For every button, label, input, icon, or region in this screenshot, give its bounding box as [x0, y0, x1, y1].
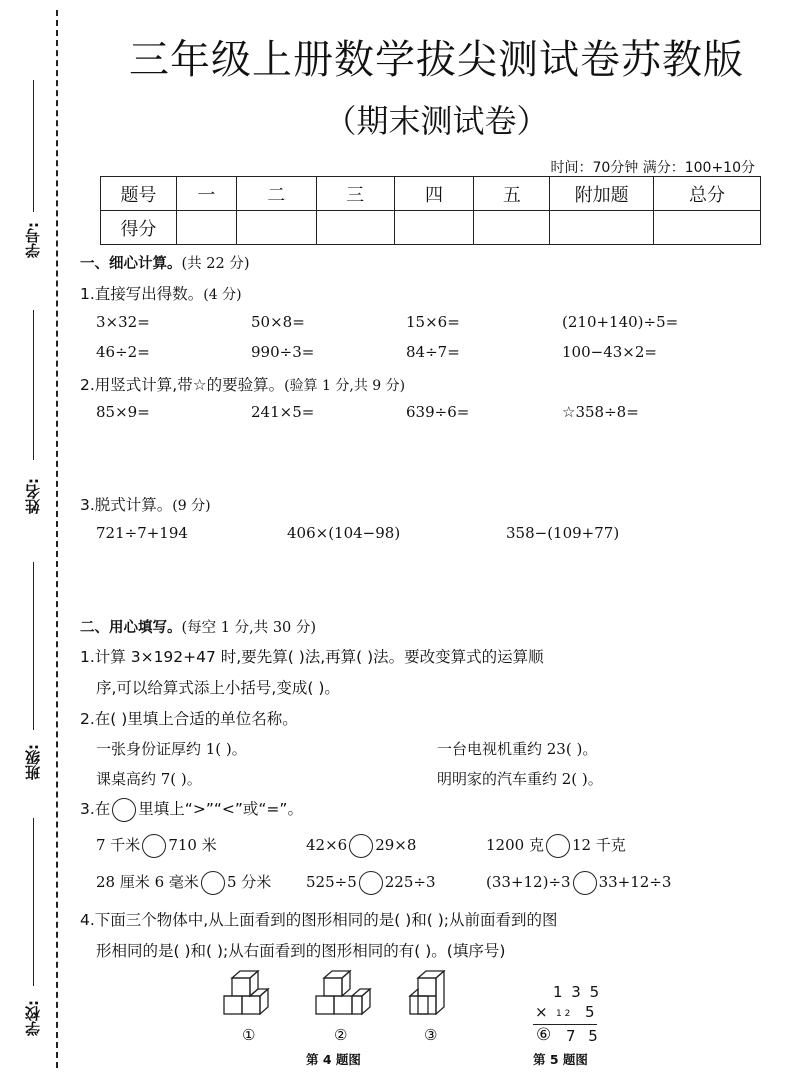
score-cell[interactable]: [550, 211, 654, 245]
fig5-operator: ×: [535, 1003, 548, 1021]
class-label: 班级:: [24, 744, 42, 780]
s2-q4-line1: 4.下面三个物体中,从上面看到的图形相同的是( )和( );从前面看到的图: [80, 911, 558, 929]
student-id-label: 学号:: [24, 222, 42, 258]
score-header-cell: 附加题: [550, 177, 654, 211]
s2-q3-label: [80, 797, 303, 822]
fig5-circled-digit: ⑥: [536, 1025, 552, 1045]
s1-q1-label-text: 1.直接写出得数。: [80, 285, 204, 303]
class-field[interactable]: [22, 562, 46, 780]
s2-q2-line: 2.在( )里填上合适的单位名称。: [80, 710, 298, 728]
s1-q1-item: 990÷3=: [251, 343, 315, 361]
section2-heading: [80, 616, 316, 637]
time-info: 时间：70分钟 满分：100+10分: [550, 160, 755, 176]
score-cell[interactable]: [474, 211, 550, 245]
score-cell[interactable]: [316, 211, 394, 245]
compare-right: 710 米: [168, 836, 217, 854]
score-table-score-row: [101, 211, 761, 245]
school-line: [33, 818, 34, 986]
s1-q2-item: 85×9=: [96, 403, 150, 421]
compare-item: [96, 871, 271, 895]
compare-blank[interactable]: [573, 871, 597, 895]
fig5-caption: 第 5 题图: [533, 1052, 588, 1067]
compare-right: 33+12÷3: [598, 873, 672, 891]
s1-q1-item: 50×8=: [251, 313, 305, 331]
score-cell[interactable]: [176, 211, 236, 245]
fig4-caption: 第 4 题图: [306, 1052, 361, 1067]
s1-q2-label: [80, 373, 405, 395]
compare-item: [306, 834, 416, 858]
fig4-label: ③: [424, 1026, 438, 1044]
fig5-bottom-digit: 5: [585, 1003, 595, 1021]
score-header-cell: 题号: [101, 177, 177, 211]
s1-q3-label: [80, 493, 211, 515]
fig5-carry: 1 2: [556, 1009, 571, 1019]
score-header-cell: 总分: [654, 177, 761, 211]
score-cell[interactable]: [236, 211, 316, 245]
section2-heading-note: (每空 1 分,共 30 分): [181, 620, 317, 636]
s2-q3-label-post: 里填上“>”“<”或“=”。: [138, 800, 303, 818]
score-header-cell: 一: [176, 177, 236, 211]
compare-right: 29×8: [375, 836, 417, 854]
score-table: [100, 176, 761, 245]
s2-q1-line2: 序,可以给算式添上小括号,变成( )。: [96, 679, 340, 697]
compare-left: 28 厘米 6 毫米: [96, 873, 199, 891]
section1-heading: [80, 252, 249, 273]
s1-q2-item: 639÷6=: [406, 403, 470, 421]
fig4-label: ①: [242, 1026, 256, 1044]
score-header-cell: 三: [316, 177, 394, 211]
compare-blank[interactable]: [349, 834, 373, 858]
compare-item: [486, 871, 671, 895]
score-row-label: 得分: [101, 211, 177, 245]
score-header-cell: 四: [394, 177, 474, 211]
compare-blank[interactable]: [359, 871, 383, 895]
school-field[interactable]: [22, 818, 46, 1036]
s1-q1-item: 15×6=: [406, 313, 460, 331]
section2-heading-text: 二、用心填写。: [80, 620, 182, 636]
fig5-top-number: 1 3 5: [553, 983, 602, 1001]
compare-right: 12 千克: [571, 836, 626, 854]
s2-q4-line2: 形相同的是( )和( );从右面看到的图形相同的有( )。(填序号): [96, 942, 506, 960]
section1-heading-note: (共 22 分): [181, 256, 250, 272]
score-cell[interactable]: [394, 211, 474, 245]
score-cell[interactable]: [654, 211, 761, 245]
s1-q3-item: 358−(109+77): [506, 524, 620, 542]
s1-q1-item: 3×32=: [96, 313, 150, 331]
compare-right: 225÷3: [384, 873, 436, 891]
s1-q1-label: [80, 282, 242, 304]
page-subtitle: （期末测试卷）: [324, 102, 549, 140]
page-title: 三年级上册数学拔尖测试卷苏教版: [129, 37, 744, 83]
cube-object-2-icon: [314, 968, 374, 1020]
cube-object-1-icon: [222, 968, 282, 1020]
s1-q3-label-text: 3.脱式计算。: [80, 496, 173, 514]
s1-q2-item: 241×5=: [251, 403, 315, 421]
compare-left: 7 千米: [96, 836, 141, 854]
s1-q1-item: 84÷7=: [406, 343, 460, 361]
name-field[interactable]: [22, 310, 46, 514]
s1-q3-item: 406×(104−98): [287, 524, 401, 542]
fig5-result-rest: 7 5: [566, 1027, 602, 1045]
name-label: 姓名:: [24, 478, 42, 514]
compare-item: [306, 871, 436, 895]
s1-q2-item: ☆358÷8=: [562, 403, 639, 421]
binding-dash-line: [56, 10, 58, 1068]
compare-right: 5 分米: [226, 873, 272, 891]
compare-circle-icon: [112, 798, 136, 822]
section1-heading-text: 一、细心计算。: [80, 256, 182, 272]
compare-left: 525÷5: [306, 873, 357, 891]
s2-q2-item: 一张身份证厚约 1( )。: [96, 740, 247, 758]
score-header-cell: 二: [236, 177, 316, 211]
school-label: 学校:: [24, 1000, 42, 1036]
s2-q3-label-pre: 3.在: [80, 800, 111, 818]
compare-blank[interactable]: [142, 834, 166, 858]
fig4-label: ②: [334, 1026, 348, 1044]
compare-left: 1200 克: [486, 836, 544, 854]
s1-q1-item: 46÷2=: [96, 343, 150, 361]
cube-object-3-icon: [404, 968, 464, 1020]
score-header-cell: 五: [474, 177, 550, 211]
s2-q2-item: 课桌高约 7( )。: [96, 770, 202, 788]
student-id-line: [33, 80, 34, 212]
student-id-field[interactable]: [22, 80, 46, 258]
s1-q1-item: 100−43×2=: [562, 343, 657, 361]
compare-blank[interactable]: [201, 871, 225, 895]
s1-q3-note: (9 分): [172, 498, 211, 514]
score-table-header-row: [101, 177, 761, 211]
s1-q3-item: 721÷7+194: [96, 524, 188, 542]
s1-q2-label-text: 2.用竖式计算,带☆的要验算。: [80, 376, 285, 394]
compare-blank[interactable]: [546, 834, 570, 858]
compare-item: [96, 834, 217, 858]
s2-q2-item: 一台电视机重约 23( )。: [437, 740, 598, 758]
compare-left: (33+12)÷3: [486, 873, 571, 891]
name-line: [33, 310, 34, 460]
s1-q2-note: (验算 1 分,共 9 分): [284, 378, 406, 394]
s2-q2-item: 明明家的汽车重约 2( )。: [437, 770, 603, 788]
s2-q1-line1: 1.计算 3×192+47 时,要先算( )法,再算( )法。要改变算式的运算顺: [80, 648, 544, 666]
compare-item: [486, 834, 626, 858]
class-line: [33, 562, 34, 730]
s1-q1-item: (210+140)÷5=: [562, 313, 679, 331]
binding-margin: [0, 0, 60, 1072]
s1-q1-note: (4 分): [203, 287, 242, 303]
compare-left: 42×6: [306, 836, 348, 854]
